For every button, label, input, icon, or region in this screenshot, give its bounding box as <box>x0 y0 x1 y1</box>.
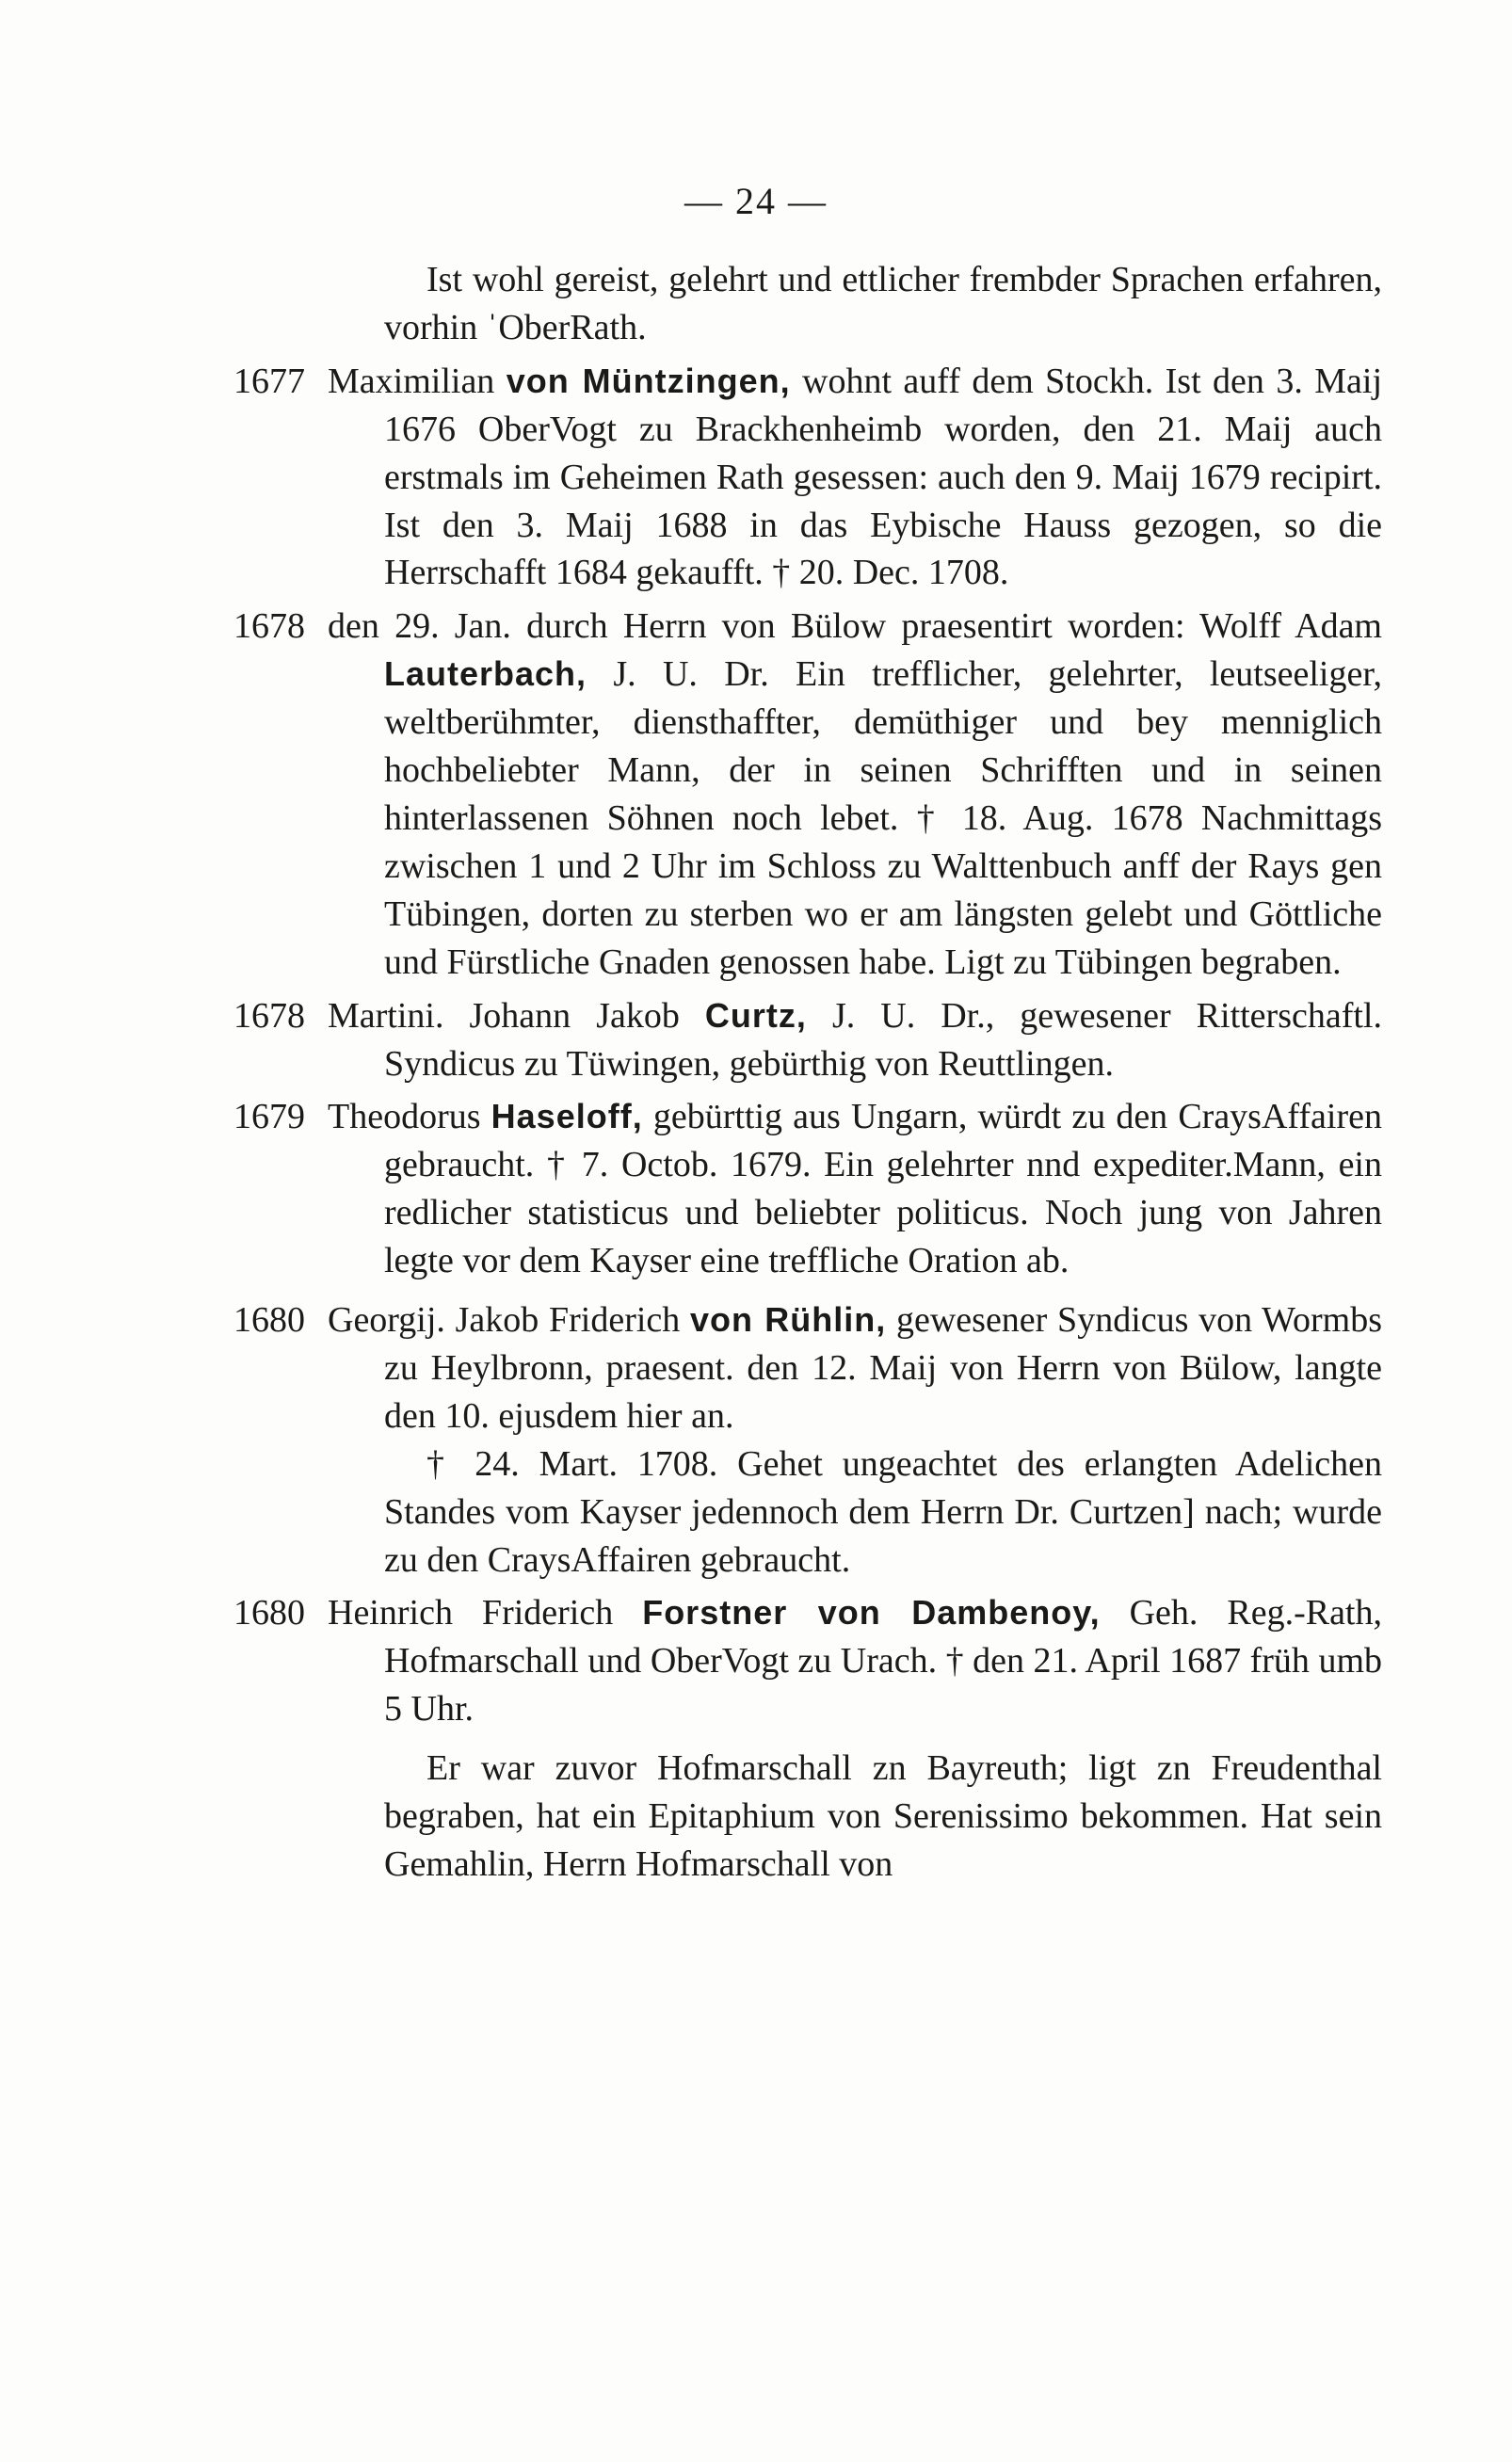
entry-1679-haseloff <box>233 1093 1382 1285</box>
entry-continuation-forstner: Er war zuvor Hofmarschall zn Bayreuth; ligt zn Freudenthal begraben, hat ein Epitaphium von Serenissimo bekommen. Hat sein Gemahlin, Herrn Hofmarschall von <box>384 1748 1382 1884</box>
entry-year: 1680 <box>233 1300 305 1341</box>
entry-person-name: Haseloff, <box>491 1097 643 1136</box>
entry-1680-ruehlin <box>233 1296 1382 1440</box>
entry-person-name: von Müntzingen, <box>506 361 791 400</box>
entry-text-before: den 29. Jan. durch Herrn von Bülow praesentirt worden: Wolff Adam <box>328 606 1382 647</box>
entry-continuation-ruehlin: † 24. Mart. 1708. Gehet ungeachtet des erlangten Adelichen Standes vom Kayser jedennoch dem Herrn Dr. Curtzen] nach; wurde zu den CraysAffairen gebraucht. <box>384 1443 1382 1580</box>
entry-text-after: J. U. Dr., gewesener Ritterschaftl. Syndicus zu Tüwingen, gebürthig von Reuttlingen. <box>384 995 1382 1084</box>
entry-text-before: Maximilian <box>328 361 507 401</box>
entry-text-before: Martini. Johann Jakob <box>328 995 705 1036</box>
entry-person-name: von Rühlin, <box>690 1300 887 1340</box>
entry-year: 1678 <box>233 606 305 647</box>
entry-year: 1679 <box>233 1097 305 1137</box>
entry-year: 1677 <box>233 361 305 401</box>
entry-person-name: Forstner von Dambenoy, <box>642 1593 1101 1633</box>
entry-year: 1680 <box>233 1593 305 1633</box>
entry-text-before: Heinrich Friderich <box>328 1593 643 1633</box>
entry-year: 1678 <box>233 995 305 1036</box>
entry-1678-lauterbach <box>233 603 1382 986</box>
entry-1677-muentzingen <box>233 358 1382 598</box>
entry-text-after: J. U. Dr. Ein trefflicher, gelehrter, leutseeliger, weltberühmter, diensthaffter, demüthiger und bey menniglich hochbeliebter Mann, der in seinen Schrifften und in seinen hinterlassenen Söhnen noch lebet. † 18. Aug. 1678 Nachmittags zwischen 1 und 2 Uhr im Schloss zu Walttenbuch anff der Rays gen Tübingen, dorten zu sterben wo er am längsten gelebt und Göttliche und Fürstliche Gnaden genossen habe. Ligt zu Tübingen begraben. <box>384 654 1382 982</box>
page-number: — 24 — <box>684 180 828 222</box>
entry-person-name: Curtz, <box>704 995 807 1035</box>
entry-text-after: gebürttig aus Ungarn, würdt zu den CraysAffairen gebraucht. † 7. Octob. 1679. Ein gelehrter nnd expediter.Mann, ein redlicher statisticus und beliebter politicus. Noch jung von Jahren legte vor dem Kayser eine treffliche Oration ab. <box>384 1097 1382 1281</box>
intro-paragraph: Ist wohl gereist, gelehrt und ettlicher frembder Sprachen erfahren, vorhin ˈOberRath. <box>384 260 1382 347</box>
entry-text-after: Geh. Reg.-Rath, Hofmarschall und OberVogt zu Urach. † den 21. April 1687 früh umb 5 Uhr. <box>384 1593 1382 1730</box>
entry-text-after: wohnt auff dem Stockh. Ist den 3. Maij 1676 OberVogt zu Brackhenheimb worden, den 21. Maij auch erstmals im Geheimen Rath gesessen: auch den 9. Maij 1679 recipirt. Ist den 3. Maij 1688 in das Eybische Hauss gezogen, so die Herrschafft 1684 gekaufft. † 20. Dec. 1708. <box>384 361 1383 593</box>
entry-text-before: Georgij. Jakob Friderich <box>328 1300 691 1341</box>
entry-1678-curtz <box>233 992 1382 1088</box>
entry-1680-forstner <box>233 1589 1382 1733</box>
entry-person-name: Lauterbach, <box>384 654 587 694</box>
entry-text-before: Theodorus <box>328 1097 491 1137</box>
entry-text-after: gewesener Syndicus von Wormbs zu Heylbronn, praesent. den 12. Maij von Herrn von Bülow, langte den 10. ejusdem hier an. <box>384 1300 1382 1436</box>
text-body <box>233 256 1382 1889</box>
